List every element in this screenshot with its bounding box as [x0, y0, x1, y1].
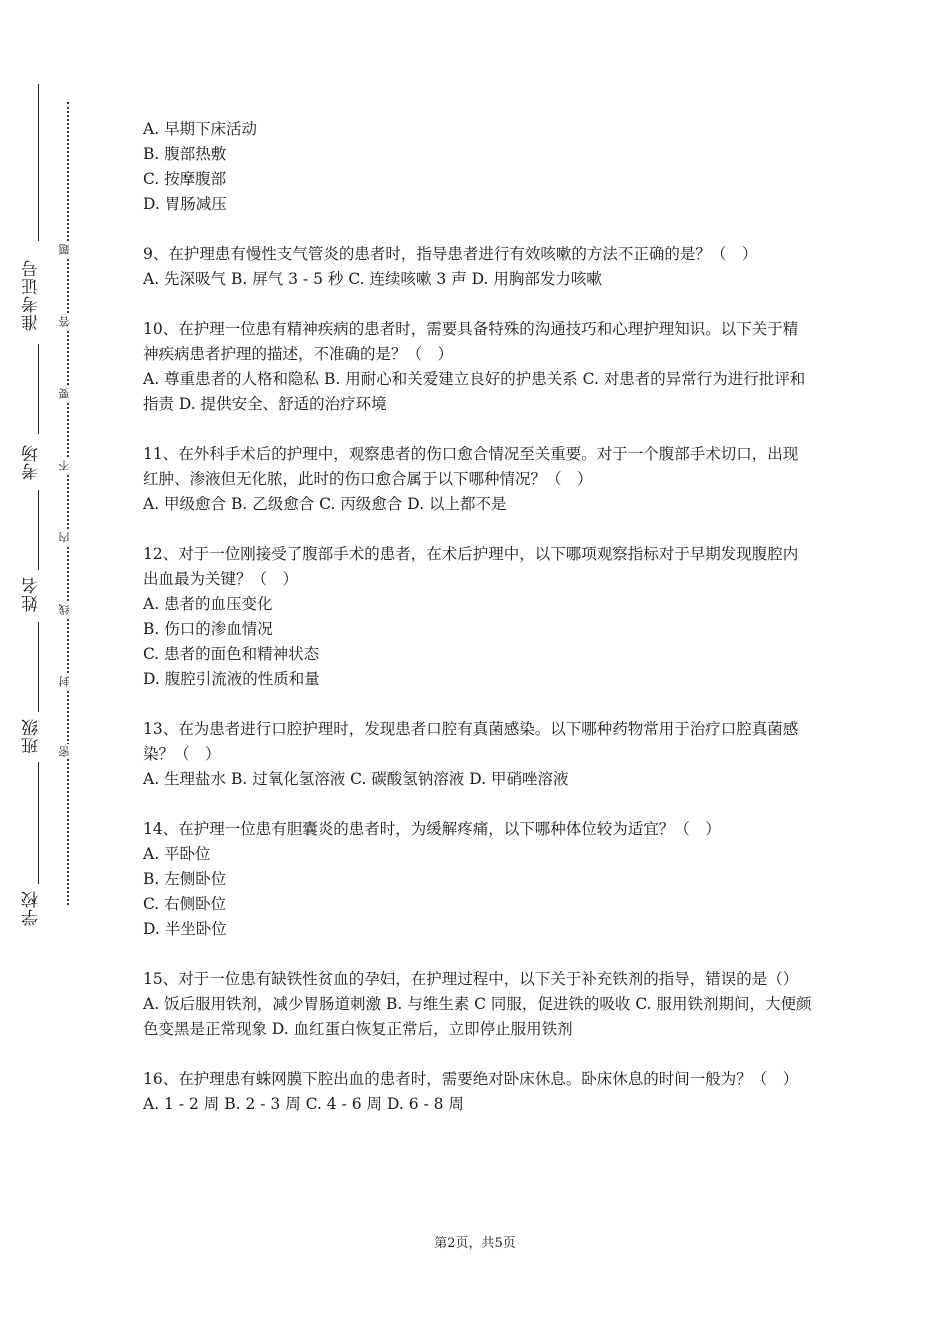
seal-char: 不: [59, 458, 77, 473]
seal-char: 内: [59, 530, 77, 545]
question-options: A. 1 - 2 周 B. 2 - 3 周 C. 4 - 6 周 D. 6 - 8 周: [143, 1095, 464, 1113]
question-9: [143, 242, 813, 292]
class-label: 班级: [22, 718, 42, 754]
option-line: C. 右侧卧位: [143, 895, 227, 913]
question-stem: 10、在护理一位患有精神疾病的患者时，需要具备特殊的沟通技巧和心理护理知识。以下关于精神疾病患者护理的描述，不准确的是？（ ）: [143, 320, 799, 363]
option-line: D. 半坐卧位: [143, 920, 227, 938]
question-12: [143, 542, 813, 692]
question-options: A. 甲级愈合 B. 乙级愈合 C. 丙级愈合 D. 以上都不是: [143, 495, 507, 513]
question-stem: 12、对于一位刚接受了腹部手术的患者，在术后护理中，以下哪项观察指标对于早期发现腹腔内出血最为关键？（ ）: [143, 545, 799, 588]
question-stem: 13、在为患者进行口腔护理时，发现患者口腔有真菌感染。以下哪种药物常用于治疗口腔真菌感染？（ ）: [143, 720, 799, 763]
question-10: [143, 317, 813, 417]
question-15: [143, 967, 813, 1042]
question-stem: 14、在护理一位患有胆囊炎的患者时，为缓解疼痛，以下哪种体位较为适宜？（ ）: [143, 820, 721, 838]
class-line: [38, 622, 39, 712]
school-label: 学校: [22, 890, 42, 926]
option-line: B. 腹部热敷: [143, 145, 227, 163]
option-line: A. 早期下床活动: [143, 120, 258, 138]
seal-dotted-line: [67, 102, 69, 905]
exam-number-label: 准考证号: [22, 259, 42, 331]
question-stem: 9、在护理患有慢性支气管炎的患者时，指导患者进行有效咳嗽的方法不正确的是？（ ）: [143, 245, 758, 263]
question-options: A. 生理盐水 B. 过氧化氢溶液 C. 碳酸氢钠溶液 D. 甲硝唑溶液: [143, 770, 569, 788]
question-14: [143, 817, 813, 942]
question-stem: 16、在护理患有蛛网膜下腔出血的患者时，需要绝对卧床休息。卧床休息的时间一般为？（ ）: [143, 1070, 799, 1088]
exam-number-line: [38, 84, 39, 241]
name-label: 姓名: [22, 576, 42, 612]
option-line: B. 左侧卧位: [143, 870, 227, 888]
seal-char: 答: [59, 314, 77, 329]
question-8-options: [143, 117, 813, 217]
question-stem: 11、在外科手术后的护理中，观察患者的伤口愈合情况至关重要。对于一个腹部手术切口，出现红肿、渗液但无化脓，此时的伤口愈合属于以下哪种情况？（ ）: [143, 445, 799, 488]
option-line: C. 患者的面色和精神状态: [143, 645, 320, 663]
school-line: [38, 762, 39, 884]
question-13: [143, 717, 813, 792]
option-line: C. 按摩腹部: [143, 170, 227, 188]
option-line: D. 胃肠减压: [143, 195, 227, 213]
exam-room-line: [38, 344, 39, 434]
exam-room-label: 考场: [22, 444, 42, 480]
page-footer: 第2页，共5页: [434, 1236, 516, 1251]
question-16: [143, 1067, 813, 1117]
question-options: A. 饭后服用铁剂，减少胃肠道刺激 B. 与维生素 C 同服，促进铁的吸收 C. 服用铁剂期间，大便颜色变黑是正常现象 D. 血红蛋白恢复正常后，立即停止服用铁剂: [143, 995, 812, 1038]
option-line: B. 伤口的渗血情况: [143, 620, 273, 638]
seal-char: 要: [59, 386, 77, 401]
option-line: A. 平卧位: [143, 845, 211, 863]
question-options: A. 先深吸气 B. 屏气 3 - 5 秒 C. 连续咳嗽 3 声 D. 用胸部发力咳嗽: [143, 270, 602, 288]
seal-char: 题: [59, 242, 77, 257]
option-line: D. 腹腔引流液的性质和量: [143, 670, 320, 688]
question-options: A. 尊重患者的人格和隐私 B. 用耐心和关爱建立良好的护患关系 C. 对患者的异常行为进行批评和指责 D. 提供安全、舒适的治疗环境: [143, 370, 806, 413]
seal-char: 密: [59, 744, 77, 759]
option-line: A. 患者的血压变化: [143, 595, 273, 613]
binding-margin: [0, 0, 90, 1344]
seal-char: 封: [59, 674, 77, 689]
name-line: [38, 490, 39, 570]
question-stem: 15、对于一位患有缺铁性贫血的孕妇，在护理过程中，以下关于补充铁剂的指导，错误的是（）: [143, 970, 799, 988]
seal-char: 线: [59, 602, 77, 617]
question-content: [143, 117, 813, 1117]
question-11: [143, 442, 813, 517]
